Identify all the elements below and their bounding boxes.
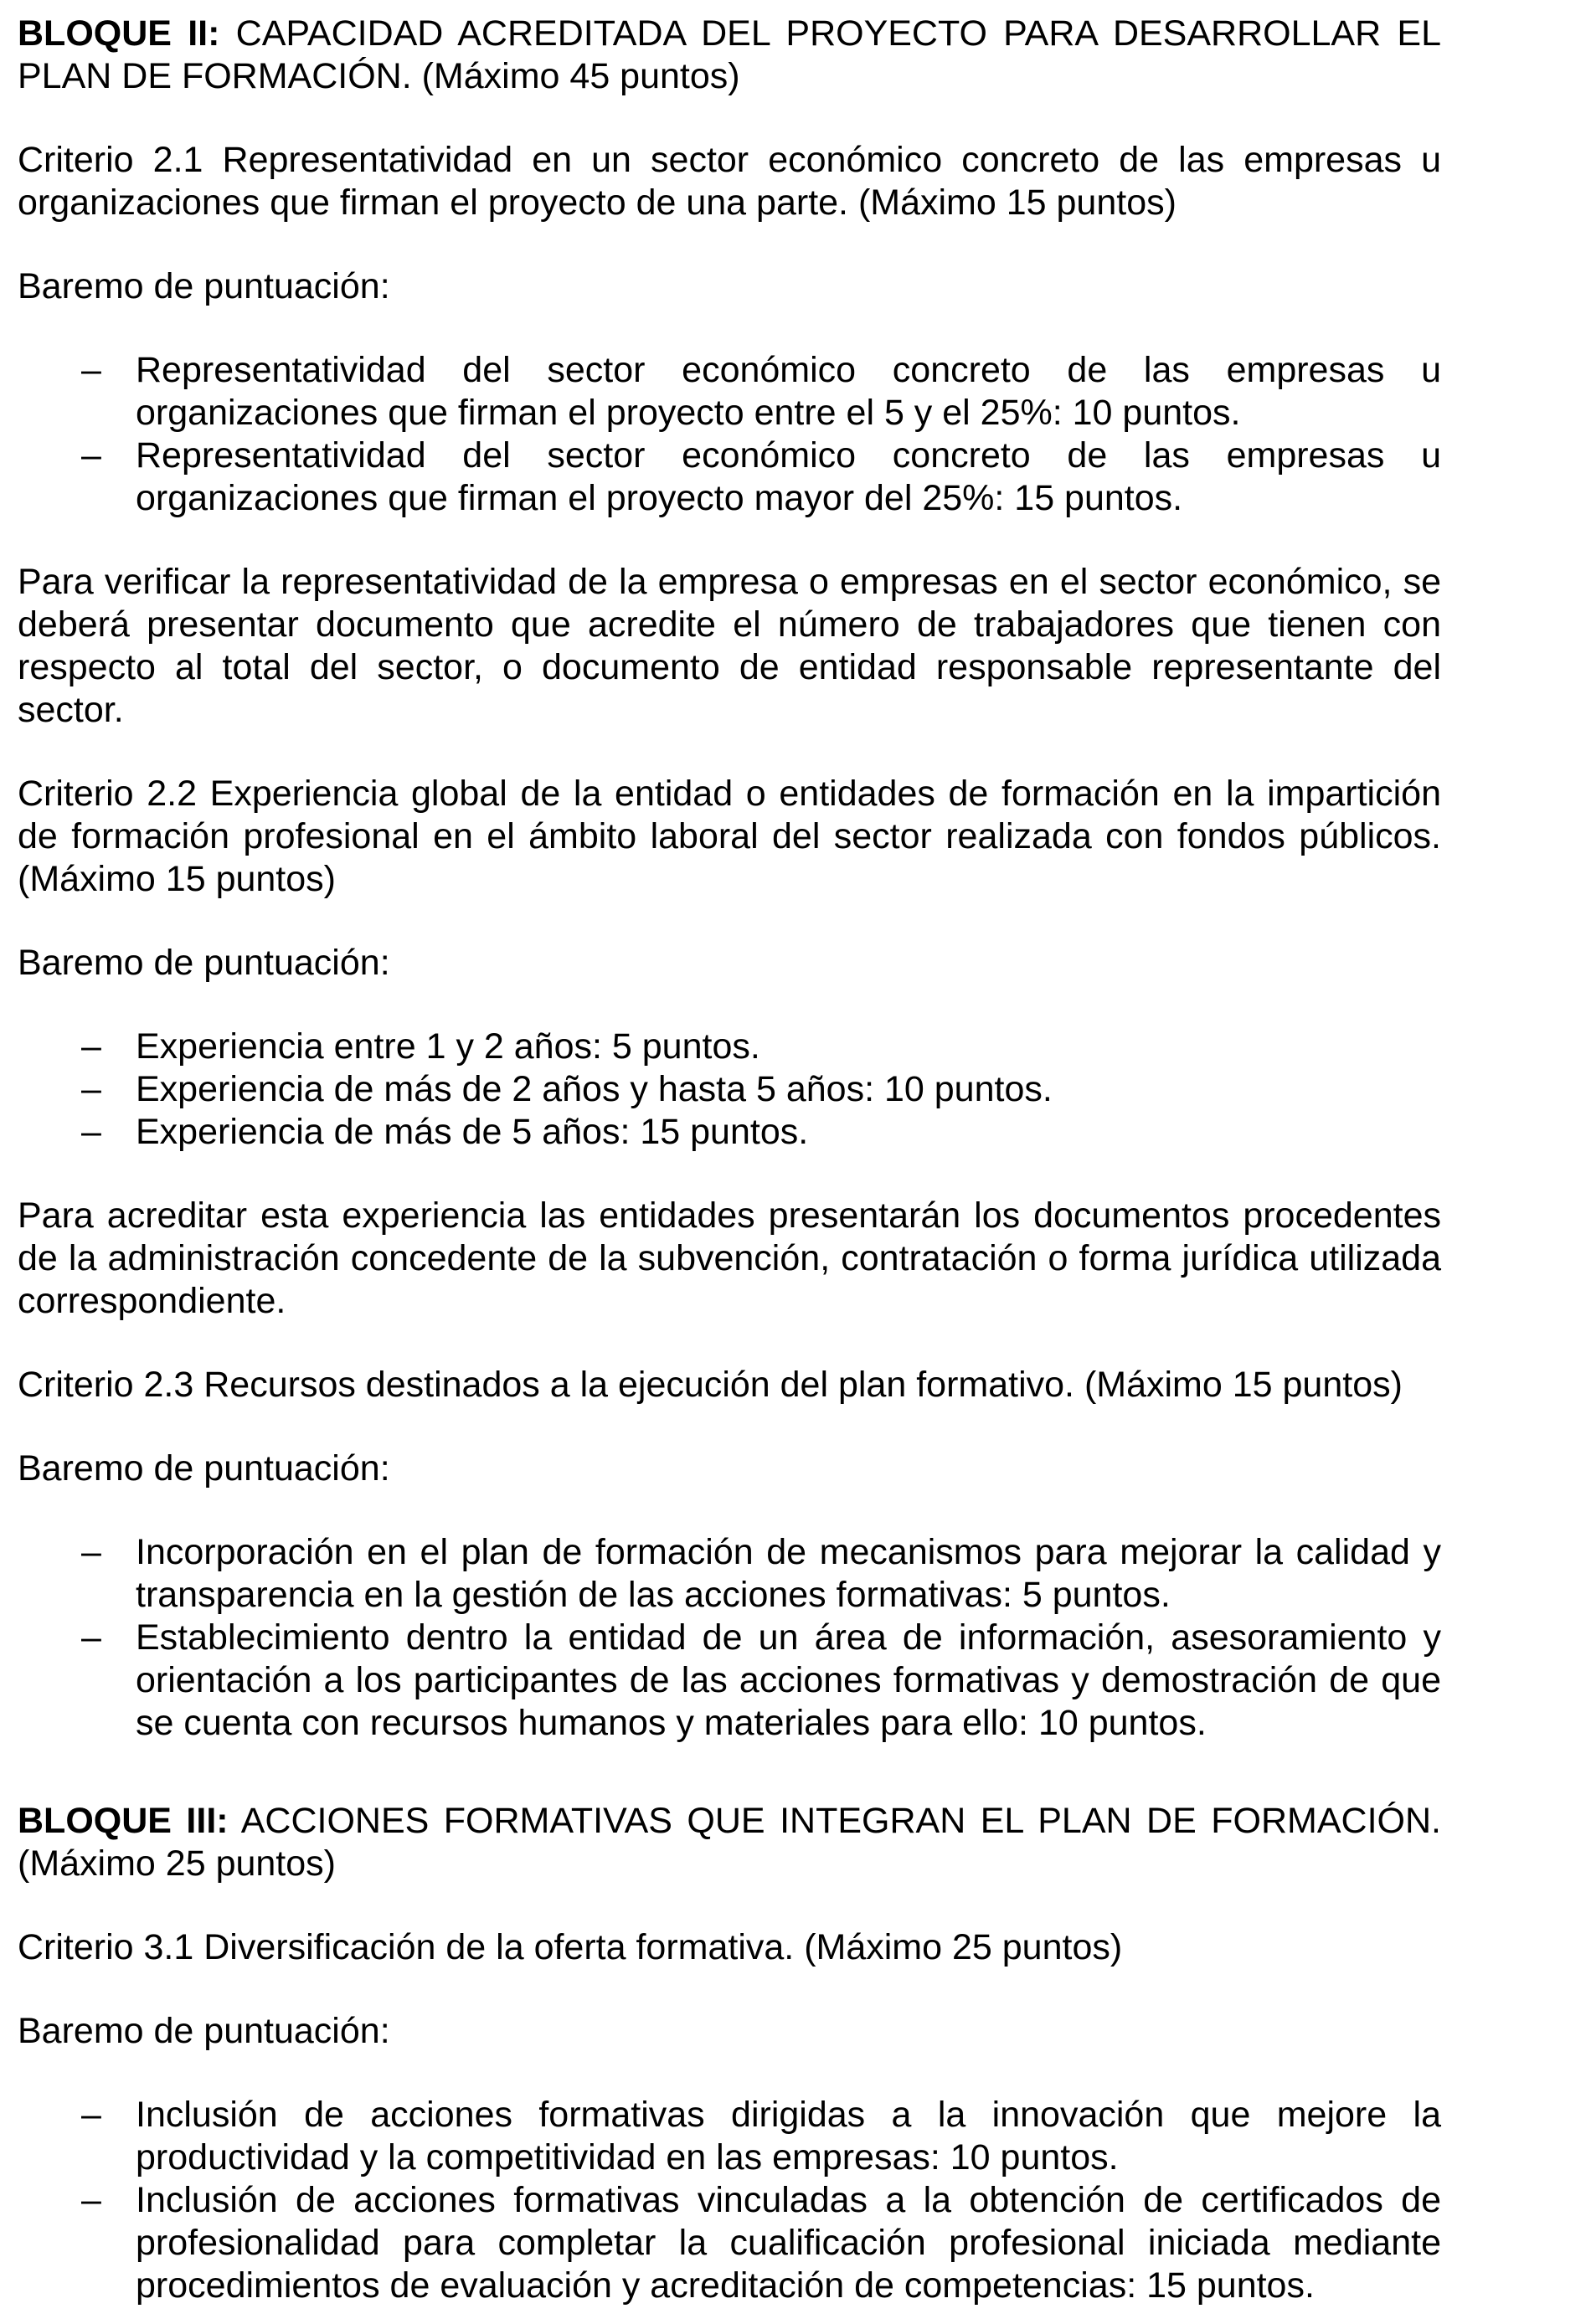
dash-marker: – [81,1617,101,1658]
list-item-text: Experiencia entre 1 y 2 años: 5 puntos. [136,1026,760,1067]
list-item [18,2179,1441,2307]
list-item-text: Representatividad del sector económico concreto de las empresas u organizaciones que firman el proyecto entre el 5 y el 25%: 10 puntos. [136,350,1441,433]
list-item-text: Experiencia de más de 2 años y hasta 5 años: 10 puntos. [136,1069,1053,1109]
dash-marker: – [81,2180,101,2220]
document-page [18,0,1441,2307]
criterio-2-2-list [18,1026,1441,1154]
list-item [18,434,1441,520]
dash-marker: – [81,350,101,390]
criterio-2-3-title: Criterio 2.3 Recursos destinados a la ejecución del plan formativo. (Máximo 15 puntos) [18,1365,1403,1405]
criterio-2-1-list [18,349,1441,520]
criterio-3-1-title: Criterio 3.1 Diversificación de la oferta formativa. (Máximo 25 puntos) [18,1927,1123,1967]
bloque-2-label: BLOQUE II: [18,13,220,54]
criterio-2-2-baremo-label: Baremo de puntuación: [18,943,390,983]
dash-marker: – [81,1026,101,1067]
list-item-text: Inclusión de acciones formativas vinculadas a la obtención de certificados de profesionalidad para completar la cualificación profesional iniciada mediante procedimientos de evaluación y acreditación de competencias: 15 puntos. [136,2180,1441,2306]
dash-marker: – [81,435,101,476]
list-item [18,1617,1441,1745]
list-item-text: Incorporación en el plan de formación de mecanismos para mejorar la calidad y transparencia en la gestión de las acciones formativas: 5 puntos. [136,1532,1441,1615]
dash-marker: – [81,1112,101,1152]
bloque-2-title: CAPACIDAD ACREDITADA DEL PROYECTO PARA DESARROLLAR EL PLAN DE FORMACIÓN. (Máximo 45 puntos) [18,13,1442,96]
criterio-2-2-note: Para acreditar esta experiencia las entidades presentarán los documentos procedentes de la administración concedente de la subvención, contratación o forma jurídica utilizada correspondiente. [18,1195,1441,1321]
bloque-3-title: ACCIONES FORMATIVAS QUE INTEGRAN EL PLAN DE FORMACIÓN. (Máximo 25 puntos) [18,1801,1441,1884]
bloque-2-heading [18,13,1441,98]
list-item-text: Establecimiento dentro la entidad de un área de información, asesoramiento y orientación a los participantes de las acciones formativas y demostración de que se cuenta con recursos humanos y materiales para ello: 10 puntos. [136,1617,1441,1743]
list-item-text: Representatividad del sector económico concreto de las empresas u organizaciones que firman el proyecto mayor del 25%: 15 puntos. [136,435,1441,518]
criterio-2-2-title: Criterio 2.2 Experiencia global de la entidad o entidades de formación en la impartición de formación profesional en el ámbito laboral del sector realizada con fondos públicos. (Máximo 15 puntos) [18,774,1441,899]
list-item [18,349,1441,434]
dash-marker: – [81,1532,101,1572]
list-item-text: Experiencia de más de 5 años: 15 puntos. [136,1112,809,1152]
criterio-3-1-baremo-label: Baremo de puntuación: [18,2011,390,2051]
criterio-2-1-title: Criterio 2.1 Representatividad en un sector económico concreto de las empresas u organizaciones que firman el proyecto de una parte. (Máximo 15 puntos) [18,140,1441,223]
criterio-3-1-list [18,2094,1441,2307]
list-item [18,1026,1441,1068]
criterio-2-1-baremo-label: Baremo de puntuación: [18,266,390,306]
criterio-2-3-list [18,1531,1441,1745]
list-item [18,2094,1441,2179]
bloque-3-heading [18,1800,1441,1885]
list-item-text: Inclusión de acciones formativas dirigidas a la innovación que mejore la productividad y la competitividad en las empresas: 10 puntos. [136,2095,1441,2177]
dash-marker: – [81,2095,101,2135]
list-item [18,1068,1441,1111]
criterio-2-3-baremo-label: Baremo de puntuación: [18,1448,390,1488]
criterio-2-1-note: Para verificar la representatividad de la empresa o empresas en el sector económico, se deberá presentar documento que acredite el número de trabajadores que tienen con respecto al total del sector, o documento de entidad responsable representante del sector. [18,562,1441,730]
list-item [18,1531,1441,1617]
bloque-3-label: BLOQUE III: [18,1801,229,1841]
dash-marker: – [81,1069,101,1109]
list-item [18,1111,1441,1154]
